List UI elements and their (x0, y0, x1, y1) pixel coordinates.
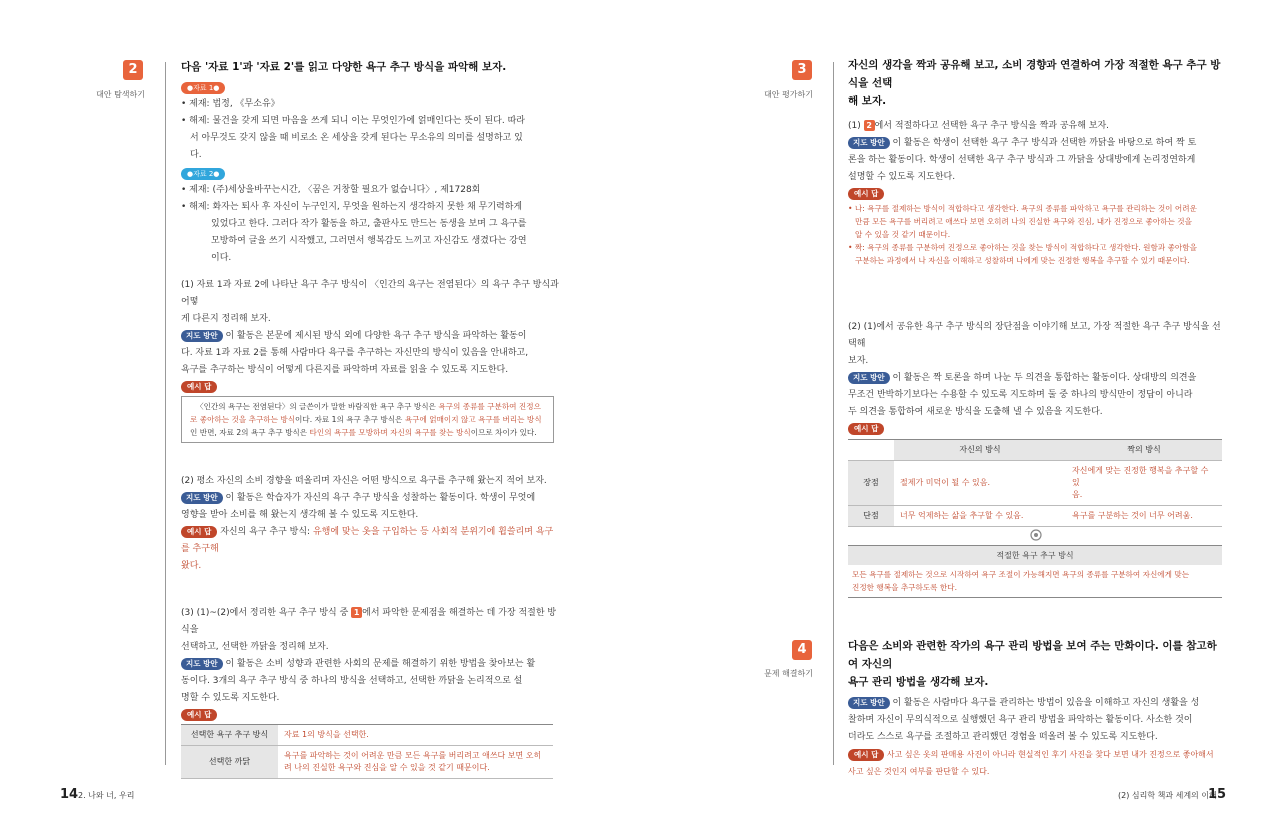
right-divider (833, 62, 834, 765)
right-content-top: 자신의 생각을 짝과 공유해 보고, 소비 경향과 연결하여 가장 적절한 욕구 추구 방식을 선택 해 보자. (1) 2 에서 적절하다고 선택한 욕구 추구 방식을 짝과 공유해 보자. 지도 방안 이 활동은 학생이 선택한 욕구 추구 방식과 선택한 까닭을 바탕으로 하여 짝 토 론을 하는 활동이다. 학생이 선택한 욕구 추구 방식과 그 까닭을 상대방에게 논리정연하게 설명할 수 있도록 지도한다. 예시 답 • 나: 욕구를 절제하는 방식이 적합하다고 생각한다. 욕구의 종류를 파악하고 욕구를 관리하는 것이 어려운 만큼 모든 욕구를 버리려고 애쓰다 보면 오히려 나의 진실한 욕구와 진심, 내가 진정으로 좋아하는 것을 알 수 있을 것 같기 때문이다. • 짝: 욕구의 종류를 구분하여 진정으로 좋아하는 것을 찾는 방식이 적합하다고 생각한다. 원함과 좋아함을 구분하는 과정에서 나 자신을 이해하고 성찰하며 나에게 맞는 진정한 행복을 추구할 수 있기 때문이다. (2) (1)에서 공유한 욕구 추구 방식의 장단점을 이야기해 보고, 가장 적절한 욕구 추구 방식을 선택해 보자. 지도 방안 이 활동은 짝 토론을 하며 나눈 두 의견을 통합하는 활동이다. 상대방의 의견을 무조건 반박하기보다는 수용할 수 있도록 지도하며 둘 중 하나의 방식만이 정답이 아니라 두 의견을 통합하여 새로운 방식을 도출해 낼 수 있음을 지도한다. 예시 답 자신의 방식 짝의 방식 장점 절제가 미덕이 될 수 있음. 자신에게 맞는 진정한 행복을 추구할 수 있 음. 단점 너무 억제하는 삶을 추구할 수 있음. 욕구를 구분하는 것이 너무 어려움. 적절한 욕구 추구 방식 모든 욕구를 절제하는 것으로 시작하여 욕구 조절이 가능해지면 욕구의 종류를 구분하여 자신에게 맞는 진정한 행복을 추구하도록 한다. (848, 56, 1224, 598)
r-q2-guide-line-1: 지도 방안 이 활동은 짝 토론을 하며 나눈 두 의견을 통합하는 활동이다. 상대방의 의견을 (848, 370, 1224, 387)
r-q1-example: • 나: 욕구를 절제하는 방식이 적합하다고 생각한다. 욕구의 종류를 파악하고 욕구를 관리하는 것이 어려운 만큼 모든 욕구를 버리려고 애쓰다 보면 오히려 나의 진실한 욕구와 진심, 내가 진정으로 좋아하는 것을 알 수 있을 것 같기 때문이다. • 짝: 욕구의 종류를 구분하여 진정으로 좋아하는 것을 찾는 방식이 적합하다고 생각한다. 원함과 좋아함을 구분하는 과정에서 나 자신을 이해하고 성찰하며 나에게 맞는 진정한 행복을 추구할 수 있기 때문이다. (848, 204, 1197, 265)
table-row-header: 선택한 욕구 추구 방식 (181, 725, 278, 746)
question-3-line-2: 선택하고, 선택한 까닭을 정리해 보자. (181, 642, 329, 652)
reading-1-summary-2: 서 아무것도 갖지 않을 때 비로소 온 세상을 갖게 된다는 무소유의 의미를 설명하고 있 (190, 133, 523, 143)
reading-2-summary-1: • 해제: 화자는 퇴사 후 자신이 누구인지, 무엇을 원하는지 생각하지 못한 채 무기력하게 (181, 202, 523, 212)
q1-guide-line-1: 지도 방안 이 활동은 본문에 제시된 방식 외에 다양한 욕구 추구 방식을 파악하는 활동이 (181, 328, 561, 345)
q2-example-line-1: 예시 답 자신의 욕구 추구 방식: 유행에 맞는 옷을 구입하는 등 사회적 분위기에 휩쓸리며 욕구를 추구해 (181, 527, 554, 554)
section-3-title-1: 자신의 생각을 짝과 공유해 보고, 소비 경향과 연결하여 가장 적절한 욕구 추구 방식을 선택 (848, 59, 1221, 89)
left-divider (165, 62, 166, 765)
r-question-1: (1) 2 에서 적절하다고 선택한 욕구 추구 방식을 짝과 공유해 보자. (848, 121, 1110, 131)
reading-2-source: • 제재: (주)세상을바꾸는시간, 〈꿈은 거창할 필요가 없습니다〉, 제1728회 (181, 185, 481, 195)
q3-guide-line-1: 지도 방안 이 활동은 소비 성향과 관련한 사회의 문제를 해결하기 위한 방법을 찾아보는 활 (181, 656, 561, 673)
table-cell: 욕구를 파악하는 것이 어려운 만큼 모든 욕구를 버리려고 애쓰다 보면 오히 려 나의 진실한 욕구와 진심을 알 수 있을 것 같기 때문이다. (278, 746, 553, 779)
section-number-2: 2 (123, 60, 143, 80)
table-cell: 너무 억제하는 삶을 추구할 수 있음. (894, 506, 1066, 527)
question-3-line-1: (3) (1)~(2)에서 정리한 욕구 추구 방식 중 1 에서 파악한 문제점을 해결하는 데 가장 적절한 방식을 (181, 608, 557, 635)
section-4-title-1: 다음은 소비와 관련한 작가의 욕구 관리 방법을 보여 주는 만화이다. 이를 참고하여 자신의 (848, 640, 1217, 670)
r-q1-guide-line-3: 설명할 수 있도록 지도한다. (848, 172, 956, 182)
best-method-box (848, 545, 1222, 598)
section-label-3: 대안 평가하기 (764, 90, 813, 99)
question-2-title: (2) 평소 자신의 소비 경향을 떠올리며 자신은 어떤 방식으로 욕구를 추구해 왔는지 적어 보자. (181, 476, 547, 486)
reading-1-summary-3: 다. (190, 150, 202, 160)
page-number-right: 15 (1208, 787, 1227, 802)
s4-example-line-1: 예시 답 사고 싶은 옷의 판매용 사진이 아니라 현실적인 후기 사진을 찾다 보면 내가 진정으로 좋아해서 (848, 746, 1224, 763)
r-q2-guide-line-2: 무조건 반박하기보다는 수용할 수 있도록 지도하며 둘 중 하나의 방식만이 정답이 아니라 (848, 390, 1193, 400)
example-badge: 예시 답 (181, 381, 217, 393)
section-label-2: 대안 탐색하기 (96, 90, 145, 99)
reading-2-summary-2: 있었다고 한다. 그러다 작가 활동을 하고, 출판사도 만드는 동생을 보며 그 욕구를 (211, 219, 527, 229)
q3-guide-line-2: 동이다. 3개의 욕구 추구 방식 중 하나의 방식을 선택하고, 선택한 까닭을 논리적으로 설 (181, 676, 523, 686)
right-content-bottom (848, 637, 1224, 780)
reading-1-badge: ●자료 1● (181, 82, 225, 94)
question-1-line-2: 게 다른지 정리해 보자. (181, 314, 271, 324)
reading-1-summary-1: • 해제: 물건을 갖게 되면 마음을 쓰게 되니 이는 무엇인가에 얽매인다는 뜻이 된다. 따라 (181, 116, 525, 126)
left-content: 다음 '자료 1'과 '자료 2'를 읽고 다양한 욕구 추구 방식을 파악해 보자. ●자료 1● • 제재: 법정, 《무소유》 • 해제: 물건을 갖게 되면 마음을 쓰게 되니 이는 무엇인가에 얽매인다는 뜻이 된다. 따라 서 아무것도 갖지 않을 때 비로소 온 세상을 갖게 된다는 무소유의 의미를 설명하고 있 다. ●자료 2● • 제재: (주)세상을바꾸는시간, 〈꿈은 거창할 필요가 없습니다〉, 제1728회 • 해제: 화자는 퇴사 후 자신이 누구인지, 무엇을 원하는지 생각하지 못한 채 무기력하게 있었다고 한다. 그러다 작가 활동을 하고, 출판사도 만드는 동생을 보며 그 욕구를 모방하여 글을 쓰기 시작했고, 그러면서 행복감도 느끼고 자신감도 생겼다는 강연 이다. (1) 자료 1과 자료 2에 나타난 욕구 추구 방식이 〈인간의 욕구는 전염된다〉의 욕구 추구 방식과 어떻 게 다른지 정리해 보자. 지도 방안 이 활동은 본문에 제시된 방식 외에 다양한 욕구 추구 방식을 파악하는 활동이 다. 자료 1과 자료 2를 통해 사람마다 욕구를 추구하는 자신만의 방식이 있음을 안내하고, 욕구를 추구하는 방식이 어떻게 다른지를 파악하며 자료를 읽을 수 있도록 지도한다. 예시 답 〈인간의 욕구는 전염된다〉의 글쓴이가 말한 바람직한 욕구 추구 방식은 욕구의 종류를 구분하여 진정으로 좋아하는 것을 추구하는 방식이다. 자료 1의 욕구 추구 방식은 욕구에 얽매이지 않고 욕구를 버리는 방식인 반면, 자료 2의 욕구 추구 방식은 타인의 욕구를 모방하며 자신의 욕구를 찾는 방식이므로 차이가 있다. (2) 평소 자신의 소비 경향을 떠올리며 자신은 어떤 방식으로 욕구를 추구해 왔는지 적어 보자. 지도 방안 이 활동은 학습자가 자신의 욕구 추구 방식을 성찰하는 활동이다. 학생이 무엇에 영향을 받아 소비를 해 왔는지 생각해 볼 수 있도록 지도한다. 예시 답 자신의 욕구 추구 방식: 유행에 맞는 옷을 구입하는 등 사회적 분위기에 휩쓸리며 욕구를 추구해 왔다. (3) (1)~(2)에서 정리한 욕구 추구 방식 중 1 에서 파악한 문제점을 해결하는 데 가장 적절한 방식을 선택하고, 선택한 까닭을 정리해 보자. 지도 방안 이 활동은 소비 성향과 관련한 사회의 문제를 해결하기 위한 방법을 찾아보는 활 동이다. 3개의 욕구 추구 방식 중 하나의 방식을 선택하고, 선택한 까닭을 논리적으로 설 명할 수 있도록 지도한다. 예시 답 선택한 욕구 추구 방식 자료 1의 방식을 선택한. 선택한 까닭 욕구를 파악하는 것이 어려운 만큼 모든 욕구를 버리려고 애쓰다 보면 오히 려 나의 진실한 욕구와 진심을 알 수 있을 것 같기 때문이다. (181, 58, 561, 779)
q1-example-box: 〈인간의 욕구는 전염된다〉의 글쓴이가 말한 바람직한 욕구 추구 방식은 욕구의 종류를 구분하여 진정으로 좋아하는 것을 추구하는 방식이다. 자료 1의 욕구 추구 방식은 욕구에 얽매이지 않고 욕구를 버리는 방식인 반면, 자료 2의 욕구 추구 방식은 타인의 욕구를 모방하며 자신의 욕구를 찾는 방식이므로 차이가 있다. (181, 396, 554, 443)
question-1-line-1: (1) 자료 1과 자료 2에 나타난 욕구 추구 방식이 〈인간의 욕구는 전염된다〉의 욕구 추구 방식과 어떻 (181, 280, 559, 307)
r-q2-guide-line-3: 두 의견을 통합하여 새로운 방식을 도출해 낼 수 있음을 지도한다. (848, 407, 1103, 417)
section-label-4: 문제 해결하기 (764, 669, 813, 678)
s4-guide-line-1: 지도 방안 이 활동은 사람마다 욕구를 관리하는 방법이 있음을 이해하고 자신의 생활을 성 (848, 695, 1224, 712)
table-row-header: 선택한 까닭 (181, 746, 278, 779)
section-4-title-2: 욕구 관리 방법을 생각해 보자. (848, 676, 989, 688)
table-header: 자신의 방식 (894, 440, 1066, 461)
r-q1-guide-line-2: 론을 하는 활동이다. 학생이 선택한 욕구 추구 방식과 그 까닭을 상대방에게 논리정연하게 (848, 155, 1196, 165)
best-method-header: 적절한 욕구 추구 방식 (848, 546, 1222, 565)
reading-1-source: • 제재: 법정, 《무소유》 (181, 99, 280, 109)
section-number-3: 3 (792, 60, 812, 80)
reading-2-summary-4: 이다. (211, 253, 232, 263)
s4-example-line-2: 사고 싶은 것인지 여부를 판단할 수 있다. (848, 767, 990, 776)
s4-guide-line-2: 찰하며 자신이 무의식적으로 실행했던 욕구 관리 방법을 파악하는 활동이다. 사소한 것이 (848, 715, 1193, 725)
footer-left: 2. 나와 너, 우리 (78, 791, 135, 800)
pros-cons-table (848, 439, 1222, 527)
q2-guide-line-1: 지도 방안 이 활동은 학습자가 자신의 욕구 추구 방식을 성찰하는 활동이다. 학생이 무엇에 (181, 490, 561, 507)
table-cell: 욕구를 구분하는 것이 너무 어려움. (1066, 506, 1222, 527)
table-header: 짝의 방식 (1066, 440, 1222, 461)
r-question-2-line-1: (2) (1)에서 공유한 욕구 추구 방식의 장단점을 이야기해 보고, 가장 적절한 욕구 추구 방식을 선택해 (848, 322, 1221, 349)
section-3-title-2: 해 보자. (848, 95, 887, 107)
table-cell: 절제가 미덕이 될 수 있음. (894, 461, 1066, 506)
footer-right: (2) 심리학 책과 세계의 이해 (1118, 791, 1217, 800)
section-2-title: 다음 '자료 1'과 '자료 2'를 읽고 다양한 욕구 추구 방식을 파악해 보자. (181, 61, 507, 73)
arrow-down-icon (848, 529, 1224, 543)
page-number-left: 14 (60, 787, 79, 802)
best-method-value: 모든 욕구를 절제하는 것으로 시작하여 욕구 조절이 가능해지면 욕구의 종류를 구분하여 자신에게 맞는 진정한 행복을 추구하도록 한다. (852, 570, 1190, 592)
section-number-4: 4 (792, 640, 812, 660)
guide-badge: 지도 방안 (181, 330, 223, 342)
q2-example-line-2: 왔다. (181, 561, 202, 571)
r-q1-guide-line-1: 지도 방안 이 활동은 학생이 선택한 욕구 추구 방식과 선택한 까닭을 바탕으로 하여 짝 토 (848, 135, 1224, 152)
table-row-header: 장점 (848, 461, 894, 506)
reading-2-summary-3: 모방하여 글을 쓰기 시작했고, 그러면서 행복감도 느끼고 자신감도 생겼다는 강연 (211, 236, 527, 246)
q1-guide-line-3: 욕구를 추구하는 방식이 어떻게 다른지를 파악하며 자료를 읽을 수 있도록 지도한다. (181, 365, 509, 375)
r-question-2-line-2: 보자. (848, 356, 869, 366)
s4-guide-line-3: 더라도 스스로 욕구를 조절하고 관리했던 경험을 떠올려 볼 수 있도록 지도한다. (848, 732, 1158, 742)
q3-guide-line-3: 명할 수 있도록 지도한다. (181, 693, 280, 703)
table-cell: 자료 1의 방식을 선택한. (278, 725, 553, 746)
reading-2-badge: ●자료 2● (181, 168, 225, 180)
table-cell: 자신에게 맞는 진정한 행복을 추구할 수 있 음. (1066, 461, 1222, 506)
q3-example-table (181, 724, 553, 779)
table-row-header: 단점 (848, 506, 894, 527)
q2-guide-line-2: 영향을 받아 소비를 해 왔는지 생각해 볼 수 있도록 지도한다. (181, 510, 419, 520)
q1-guide-line-2: 다. 자료 1과 자료 2를 통해 사람마다 욕구를 추구하는 자신만의 방식이 있음을 안내하고, (181, 348, 529, 358)
